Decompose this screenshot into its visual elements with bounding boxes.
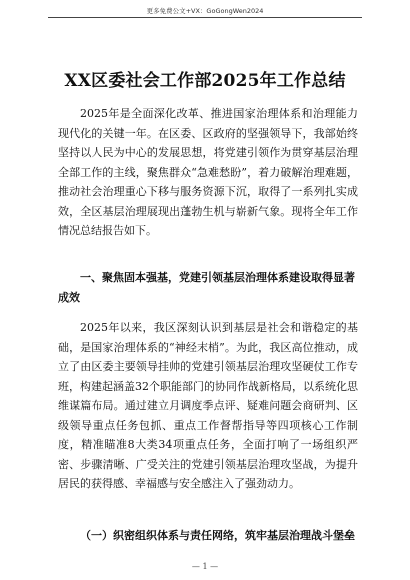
intro-paragraph: 2025年是全面深化改革、推进国家治理体系和治理能力现代化的关键一年。在区委、区政府的坚强领导下，我部始终坚持以人民为中心的发展思想，将党建引领作为贯穿基层治理全部工作的主线，聚焦群众“急难愁盼”，着力破解治理难题，推动社会治理重心下移与服务资源下沉，取得了一系列扎实成效，全区基层治理展现出蓬勃生机与崭新气象。现将全年工作情况总结报告如下。 — [58, 107, 358, 237]
document-title: XX区委社会工作部2025年工作总结 — [64, 71, 346, 91]
section-heading: 一、聚焦固本强基，党建引领基层治理体系建设取得显著成效 — [58, 271, 355, 304]
section-paragraph: 2025年以来，我区深刻认识到基层是社会和谐稳定的基础，是国家治理体系的“神经末梢”。为此，我区高位推动，成立了由区委主要领导挂帅的党建引领基层治理攻坚硬仗工作专班，构建起涵盖32个职能部门的协同作战新格局，以系统化思维谋篇布局。通过建立月调度季点评、疑难问题会商研判、区级领导重点任务包抓、重点工作督帮指导等四项核心工作制度，精准瞄准8大类34项重点任务，全面打响了一场组织严密、步骤清晰、广受关注的党建引领基层治理攻坚战，为提升居民的获得感、幸福感与安全感注入了强劲动力。 — [58, 321, 358, 490]
subsection-heading: （一）织密组织体系与责任网络，筑牢基层治理战斗堡垒 — [80, 529, 355, 542]
page-number: — 1 — — [191, 562, 219, 571]
top-banner: 更多免费公文+VX：GoGongWen2024 — [146, 7, 264, 15]
header-divider — [48, 17, 362, 18]
